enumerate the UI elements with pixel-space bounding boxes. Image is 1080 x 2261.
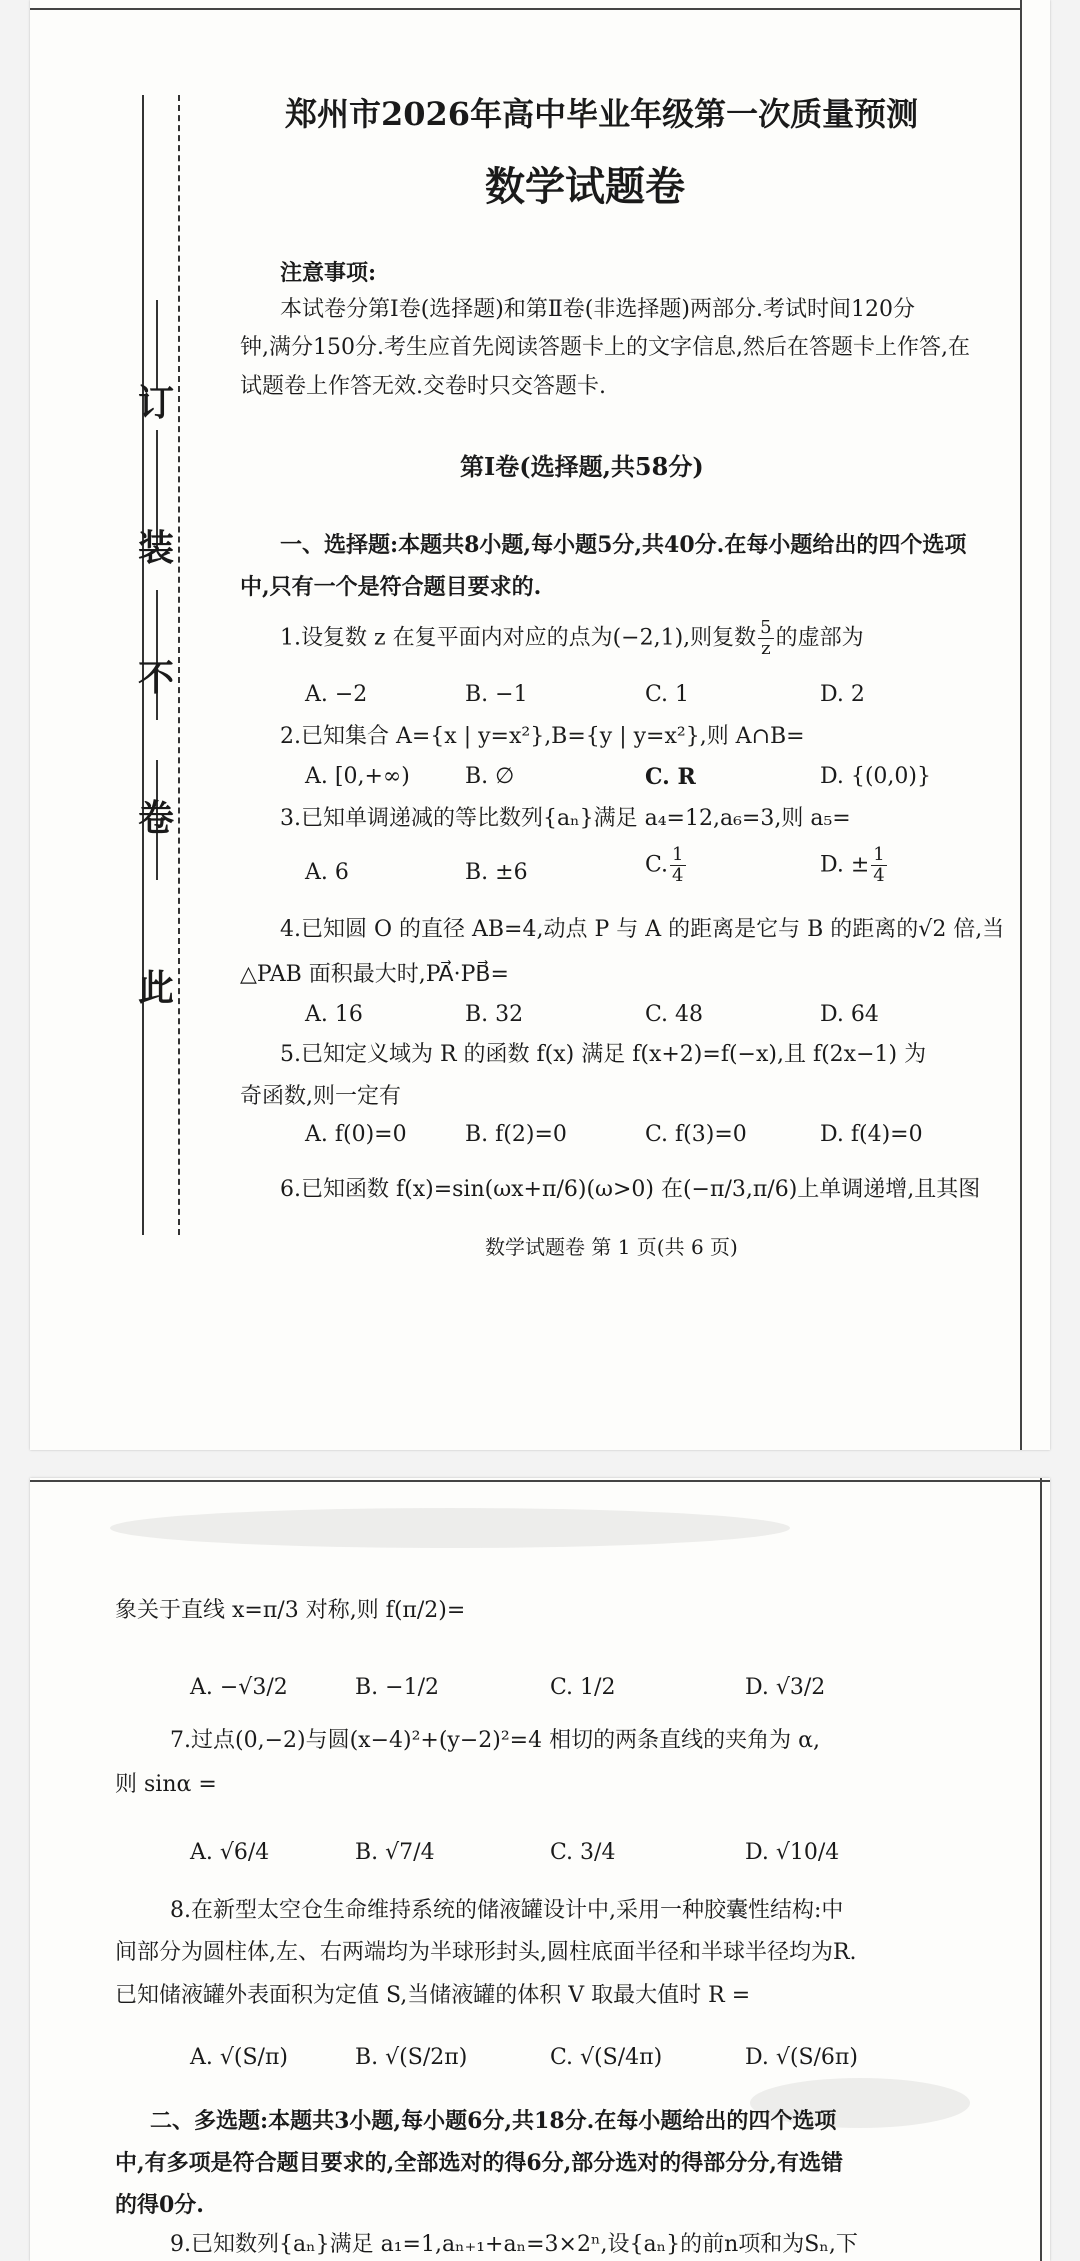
question-4-stem: 4.已知圆 O 的直径 AB=4,动点 P 与 A 的距离是它与 B 的距离的√2 倍,当	[280, 917, 1005, 942]
option-a: A. f(0)=0	[305, 1122, 407, 1147]
option-c: C. 1	[645, 682, 690, 707]
option-c: C. 3/4	[550, 1840, 616, 1865]
fraction-denominator: z	[761, 638, 771, 659]
fraction	[758, 618, 773, 659]
fraction	[670, 845, 685, 886]
question-5-stem: 5.已知定义域为 R 的函数 f(x) 满足 f(x+2)=f(−x),且 f(2x−1) 为	[280, 1042, 927, 1067]
binding-char: 此	[137, 967, 174, 1009]
fraction-numerator: 1	[672, 844, 684, 865]
option-d	[820, 845, 889, 886]
page-footer: 数学试题卷 第 1 页(共 6 页)	[485, 1235, 738, 1259]
option-b: B. √7/4	[355, 1840, 435, 1865]
section2-line: 中,有多项是符合题目要求的,全部选对的得6分,部分选对的得部分分,有选错	[115, 2150, 843, 2176]
option-d: D. f(4)=0	[820, 1122, 923, 1147]
page-top-edge	[30, 8, 1020, 10]
option-d: D. √10/4	[745, 1840, 840, 1865]
notice-line: 试题卷上作答无效.交卷时只交答题卡.	[240, 374, 606, 399]
notice-heading: 注意事项:	[280, 260, 377, 286]
question-7-stem: 7.过点(0,−2)与圆(x−4)²+(y−2)²=4 相切的两条直线的夹角为 α,	[170, 1728, 820, 1753]
binding-char: 装	[137, 527, 174, 569]
notice-line: 钟,满分150分.考生应首先阅读答题卡上的文字信息,然后在答题卡上作答,在	[240, 335, 970, 360]
question-8-stem: 8.在新型太空仓生命维持系统的储液罐设计中,采用一种胶囊性结构:中	[170, 1898, 844, 1923]
notice-line: 本试卷分第Ⅰ卷(选择题)和第Ⅱ卷(非选择题)两部分.考试时间120分	[280, 297, 915, 322]
option-b: B. ∅	[465, 764, 515, 789]
question-5-stem-cont: 奇函数,则一定有	[240, 1084, 401, 1109]
option-c: C. √(S/4π)	[550, 2045, 663, 2070]
section2-line: 的得0分.	[115, 2192, 204, 2218]
option-c	[645, 845, 688, 886]
option-b: B. −1	[465, 682, 528, 707]
question-1-stem-b: 的虚部为	[775, 625, 864, 651]
option-d: D. 2	[820, 682, 865, 707]
option-b: B. √(S/2π)	[355, 2045, 468, 2070]
question-7-stem-cont: 则 sinα =	[115, 1772, 217, 1797]
option-b: B. f(2)=0	[465, 1122, 567, 1147]
option-a: A. 6	[305, 860, 349, 885]
question-8-stem-cont: 间部分为圆柱体,左、右两端均为半球形封头,圆柱底面半径和半球半径均为R.	[115, 1940, 857, 1965]
option-d: D. √(S/6π)	[745, 2045, 858, 2070]
option-a: A. −2	[305, 682, 368, 707]
option-d: D. √3/2	[745, 1675, 826, 1700]
question-1-stem	[280, 618, 864, 659]
exam-page-2	[30, 1478, 1050, 2261]
exam-title: 郑州市2026年高中毕业年级第一次质量预测	[285, 95, 919, 133]
option-c: C. 48	[645, 1002, 704, 1027]
section2-line: 二、多选题:本题共3小题,每小题6分,共18分.在每小题给出的四个选项	[150, 2108, 837, 2134]
binding-line-dashed	[178, 95, 180, 1235]
binding-char: 卷	[137, 797, 174, 839]
binding-char: 订	[137, 382, 174, 424]
question-3-stem: 3.已知单调递减的等比数列{aₙ}满足 a₄=12,a₆=3,则 a₅=	[280, 806, 851, 831]
page-top-edge	[30, 1480, 1050, 1482]
question-9-stem: 9.已知数列{aₙ}满足 a₁=1,aₙ₊₁+aₙ=3×2ⁿ,设{aₙ}的前n项和为Sₙ,下	[170, 2232, 858, 2257]
exam-subtitle: 数学试题卷	[485, 163, 685, 210]
option-b: B. −1/2	[355, 1675, 439, 1700]
question-6-stem: 6.已知函数 f(x)=sin(ωx+π/6)(ω>0) 在(−π/3,π/6)上单调递增,且其图	[280, 1177, 981, 1202]
question-8-stem-cont: 已知储液罐外表面积为定值 S,当储液罐的体积 V 取最大值时 R =	[115, 1983, 751, 2008]
option-a: A. √(S/π)	[190, 2045, 289, 2070]
section1-line: 中,只有一个是符合题目要求的.	[240, 574, 542, 600]
fraction-numerator: 5	[760, 617, 772, 638]
part-heading: 第Ⅰ卷(选择题,共58分)	[460, 452, 704, 481]
question-4-stem-cont: △PAB 面积最大时,PA⃗·PB⃗=	[240, 962, 509, 987]
fraction-denominator: 4	[873, 865, 885, 886]
option-c: C. 1/2	[550, 1675, 616, 1700]
question-6-stem-cont: 象关于直线 x=π/3 对称,则 f(π/2)=	[115, 1598, 466, 1623]
page-right-edge	[1040, 1478, 1042, 2261]
scan-smudge	[110, 1508, 790, 1548]
fraction	[871, 845, 886, 886]
option-c: C. R	[645, 764, 696, 790]
option-a: A. 16	[305, 1002, 363, 1027]
option-a: A. −√3/2	[190, 1675, 288, 1700]
option-c: C. f(3)=0	[645, 1122, 747, 1147]
exam-page-1	[30, 0, 1050, 1450]
fraction-denominator: 4	[672, 865, 684, 886]
option-a: A. √6/4	[190, 1840, 270, 1865]
option-d-label: D. ±	[820, 852, 870, 878]
question-1-stem-a: 1.设复数 z 在复平面内对应的点为(−2,1),则复数	[280, 625, 757, 651]
fraction-numerator: 1	[873, 844, 885, 865]
section1-line: 一、选择题:本题共8小题,每小题5分,共40分.在每小题给出的四个选项	[280, 532, 967, 558]
option-d: D. 64	[820, 1002, 879, 1027]
option-c-label: C.	[645, 852, 669, 878]
page-right-edge	[1020, 0, 1022, 1450]
question-2-stem: 2.已知集合 A={x | y=x²},B={y | y=x²},则 A∩B=	[280, 724, 805, 749]
binding-char: 不	[137, 657, 174, 699]
option-b: B. 32	[465, 1002, 524, 1027]
option-b: B. ±6	[465, 860, 528, 885]
option-a: A. [0,+∞)	[305, 764, 410, 789]
option-d: D. {(0,0)}	[820, 764, 931, 789]
